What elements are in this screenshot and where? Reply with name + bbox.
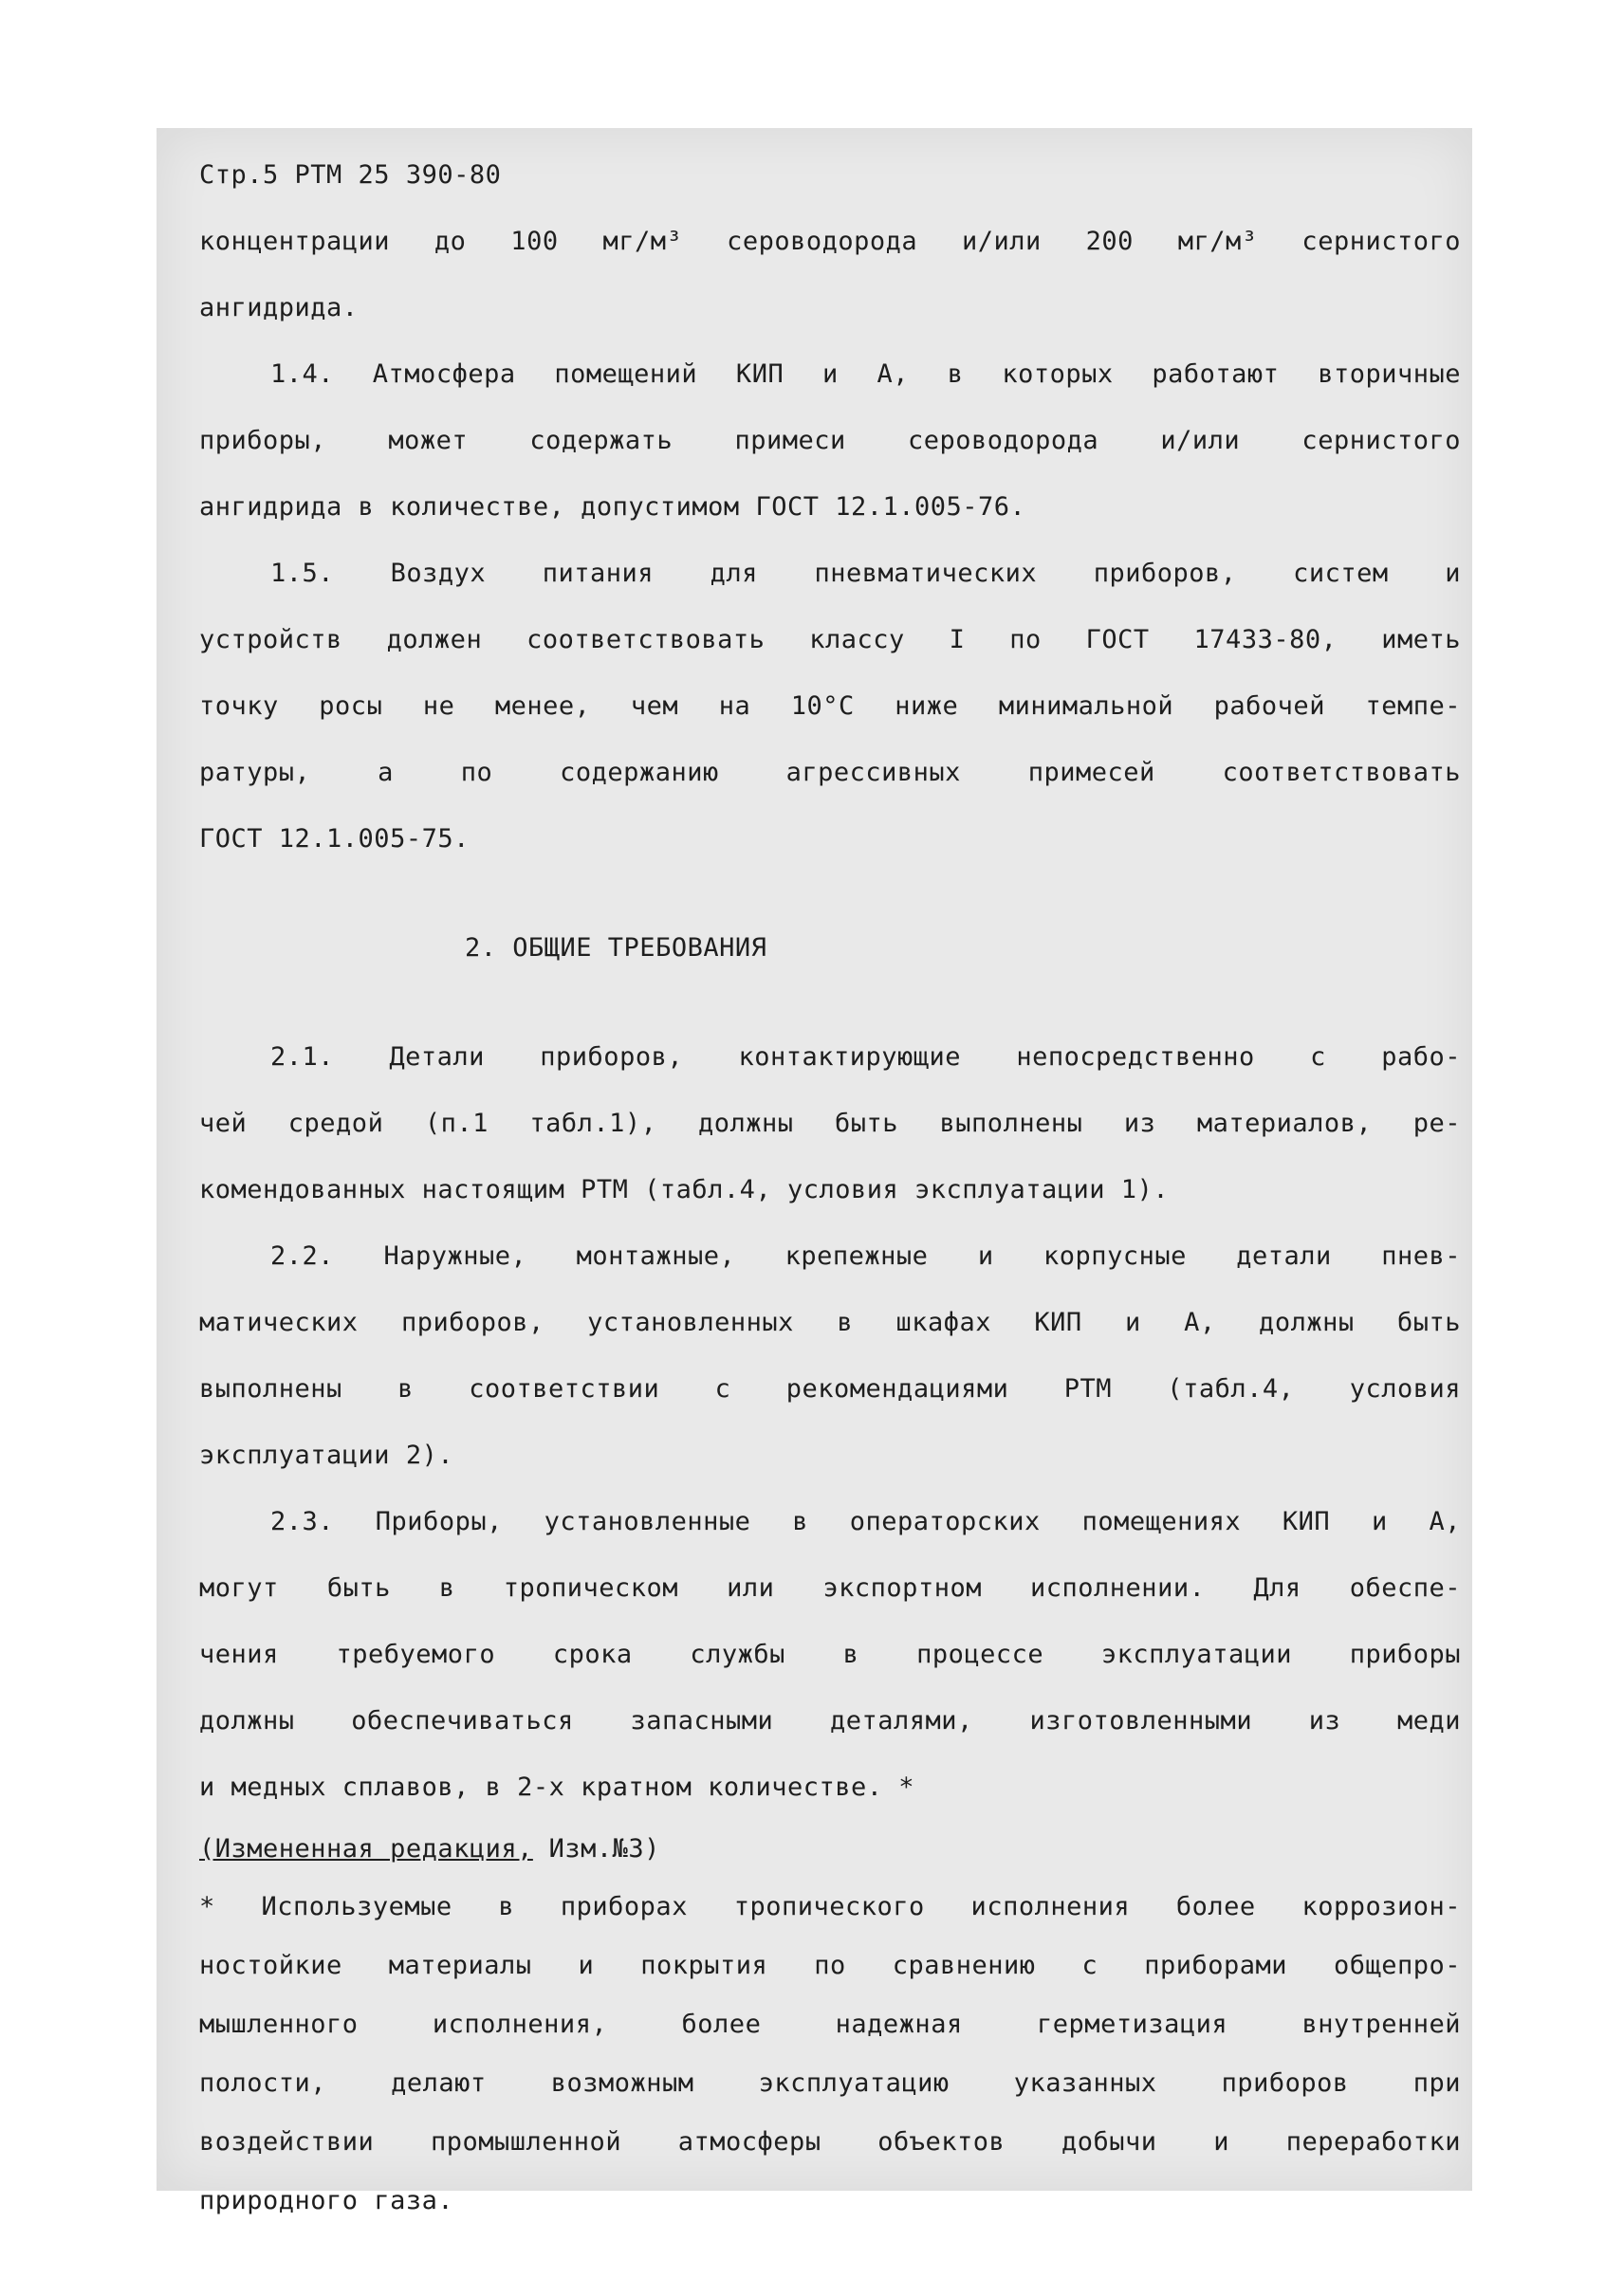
paragraph-2-1 (199, 1024, 1461, 1223)
revision-note-rest: Изм.№3) (532, 1834, 660, 1864)
text-line: эксплуатации 2). (199, 1441, 454, 1470)
text-line: 1.5. Воздух питания для пневматических приборов, систем и (270, 559, 1461, 588)
footnote (199, 1878, 1461, 2231)
footnote-line: воздействии промышленной атмосферы объектов добычи и переработки (199, 2127, 1461, 2157)
text-line: ангидрида в количестве, допустимом ГОСТ 12.1.005-76. (199, 492, 1026, 522)
text-line: 2.1. Детали приборов, контактирующие непосредственно с рабо- (270, 1042, 1461, 1072)
running-head: Стр.5 РТМ 25 390-80 (199, 160, 502, 190)
text-line: должны обеспечиваться запасными деталями, изготовленными из меди (199, 1706, 1461, 1736)
text-line: и медных сплавов, в 2-х кратном количестве. * (199, 1773, 914, 1802)
paragraph-1-5 (199, 541, 1461, 872)
footnote-line: * Используемые в приборах тропического исполнения более коррозион- (199, 1892, 1461, 1921)
text-line: выполнены в соответствии с рекомендациями РТМ (табл.4, условия (199, 1374, 1461, 1404)
paragraph-1-4 (199, 341, 1461, 541)
footnote-line: ностойкие материалы и покрытия по сравнению с приборами общепро- (199, 1951, 1461, 1980)
text-line: могут быть в тропическом или экспортном исполнении. Для обеспе- (199, 1573, 1461, 1603)
text-line: приборы, может содержать примеси сероводорода и/или сернистого (199, 426, 1461, 455)
text-line: концентрации до 100 мг/м³ сероводорода и/или 200 мг/м³ сернистого (199, 227, 1461, 256)
text-line: устройств должен соответствовать классу I по ГОСТ 17433-80, иметь (199, 625, 1461, 654)
text-line: матических приборов, установленных в шкафах КИП и А, должны быть (199, 1308, 1461, 1337)
text-line: 1.4. Атмосфера помещений КИП и А, в которых работают вторичные (270, 359, 1461, 389)
revision-note (199, 1821, 1461, 1878)
text-line: ангидрида. (199, 293, 359, 322)
paragraph-2-2 (199, 1223, 1461, 1489)
text-line: чей средой (п.1 табл.1), должны быть выполнены из материалов, ре- (199, 1109, 1461, 1138)
document-body (199, 142, 1461, 2231)
paragraph-1-3-continued (199, 209, 1461, 341)
text-line: 2.2. Наружные, монтажные, крепежные и корпусные детали пнев- (270, 1241, 1461, 1271)
revision-note-underlined: (Измененная редакция, (199, 1834, 533, 1864)
footnote-line: природного газа. (199, 2186, 454, 2215)
text-line: ратуры, а по содержанию агрессивных примесей соответствовать (199, 758, 1461, 787)
footnote-line: мышленного исполнения, более надежная герметизация внутренней (199, 2010, 1461, 2039)
text-line: чения требуемого срока службы в процессе эксплуатации приборы (199, 1640, 1461, 1669)
text-line: ГОСТ 12.1.005-75. (199, 824, 470, 854)
text-line: 2.3. Приборы, установленные в операторских помещениях КИП и А, (270, 1507, 1461, 1536)
text-line: точку росы не менее, чем на 10°С ниже минимальной рабочей темпе- (199, 691, 1461, 721)
text-line: комендованных настоящим РТМ (табл.4, условия эксплуатации 1). (199, 1175, 1170, 1204)
footnote-line: полости, делают возможным эксплуатацию указанных приборов при (199, 2068, 1461, 2098)
paragraph-2-3 (199, 1489, 1461, 1821)
section-2-title: 2. ОБЩИЕ ТРЕБОВАНИЯ (465, 933, 767, 963)
